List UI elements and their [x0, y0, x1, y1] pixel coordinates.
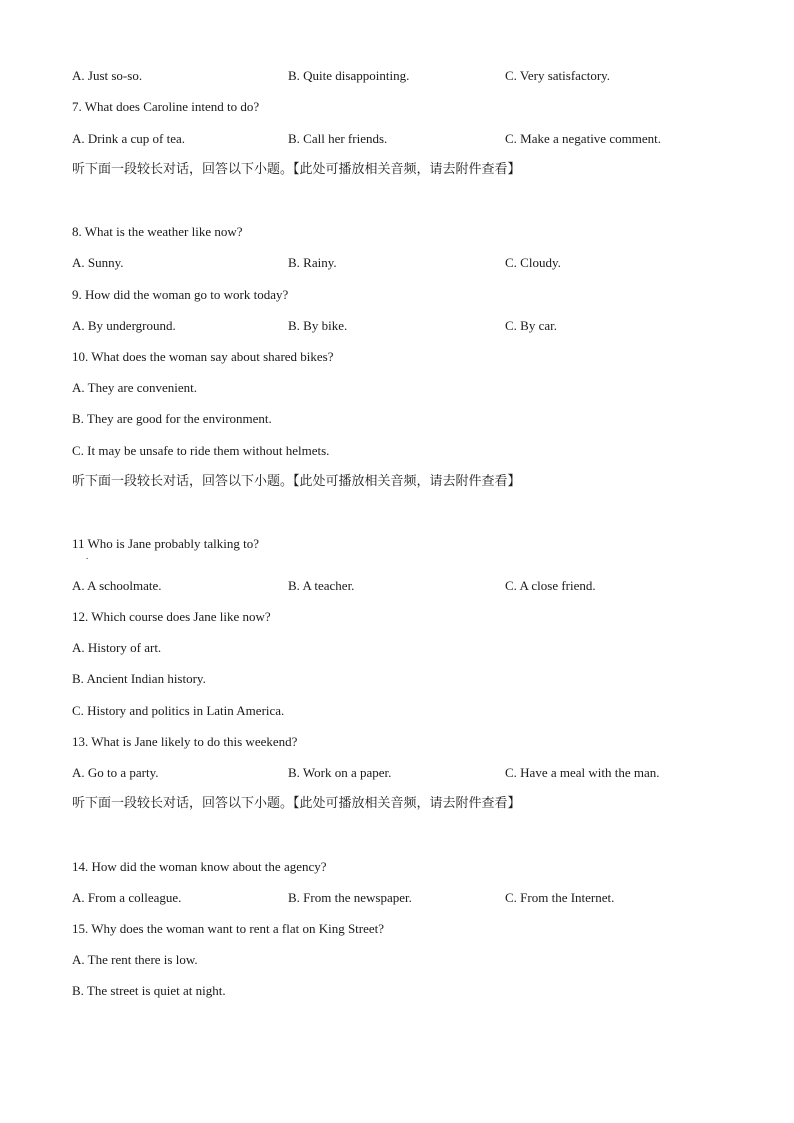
q14-option-a: A. From a colleague. — [72, 890, 182, 905]
q15-question: 15. Why does the woman want to rent a flat on King Street? — [72, 921, 385, 936]
q12-option-a: A. History of art. — [72, 640, 162, 655]
q11-option-b: B. A teacher. — [288, 578, 355, 593]
q10-option-b: B. They are good for the environment. — [72, 411, 272, 426]
q10-option-c: C. It may be unsafe to ride them without helmets. — [72, 443, 330, 458]
q11-option-c: C. A close friend. — [505, 578, 596, 593]
q8-option-c: C. Cloudy. — [505, 255, 561, 270]
q8-question: 8. What is the weather like now? — [72, 224, 243, 239]
q15-option-a: A. The rent there is low. — [72, 952, 198, 967]
q12-option-c: C. History and politics in Latin America. — [72, 703, 285, 718]
q9-option-b: B. By bike. — [288, 318, 348, 333]
q11-option-a: A. A schoolmate. — [72, 578, 162, 593]
q9-option-a: A. By underground. — [72, 318, 176, 333]
listening-instruction: 听下面一段较长对话，回答以下小题。【此处可播放相关音频，请去附件查看】 — [72, 162, 521, 177]
q7-option-b: B. Call her friends. — [288, 131, 388, 146]
q9-option-c: C. By car. — [505, 318, 557, 333]
q12-option-b: B. Ancient Indian history. — [72, 671, 206, 686]
q13-option-b: B. Work on a paper. — [288, 765, 392, 780]
q14-option-c: C. From the Internet. — [505, 890, 615, 905]
q9-question: 9. How did the woman go to work today? — [72, 287, 289, 302]
q8-option-b: B. Rainy. — [288, 255, 337, 270]
q7-question: 7. What does Caroline intend to do? — [72, 99, 260, 114]
q15-option-b: B. The street is quiet at night. — [72, 983, 226, 998]
q7-option-c: C. Make a negative comment. — [505, 131, 661, 146]
q14-question: 14. How did the woman know about the agency? — [72, 859, 327, 874]
q11-question: 11 Who is Jane probably talking to? — [72, 536, 260, 551]
q10-question: 10. What does the woman say about shared bikes? — [72, 349, 334, 364]
q11-dot: . — [86, 551, 89, 561]
q10-option-a: A. They are convenient. — [72, 380, 198, 395]
q14-option-b: B. From the newspaper. — [288, 890, 412, 905]
q6-option-a: A. Just so-so. — [72, 68, 143, 83]
q13-option-a: A. Go to a party. — [72, 765, 159, 780]
q7-option-a: A. Drink a cup of tea. — [72, 131, 185, 146]
listening-instruction: 听下面一段较长对话，回答以下小题。【此处可播放相关音频，请去附件查看】 — [72, 796, 521, 811]
q6-option-c: C. Very satisfactory. — [505, 68, 611, 83]
q8-option-a: A. Sunny. — [72, 255, 124, 270]
q12-question: 12. Which course does Jane like now? — [72, 609, 271, 624]
q13-option-c: C. Have a meal with the man. — [505, 765, 660, 780]
q13-question: 13. What is Jane likely to do this weekend? — [72, 734, 298, 749]
q6-option-b: B. Quite disappointing. — [288, 68, 410, 83]
listening-instruction: 听下面一段较长对话，回答以下小题。【此处可播放相关音频，请去附件查看】 — [72, 474, 521, 489]
